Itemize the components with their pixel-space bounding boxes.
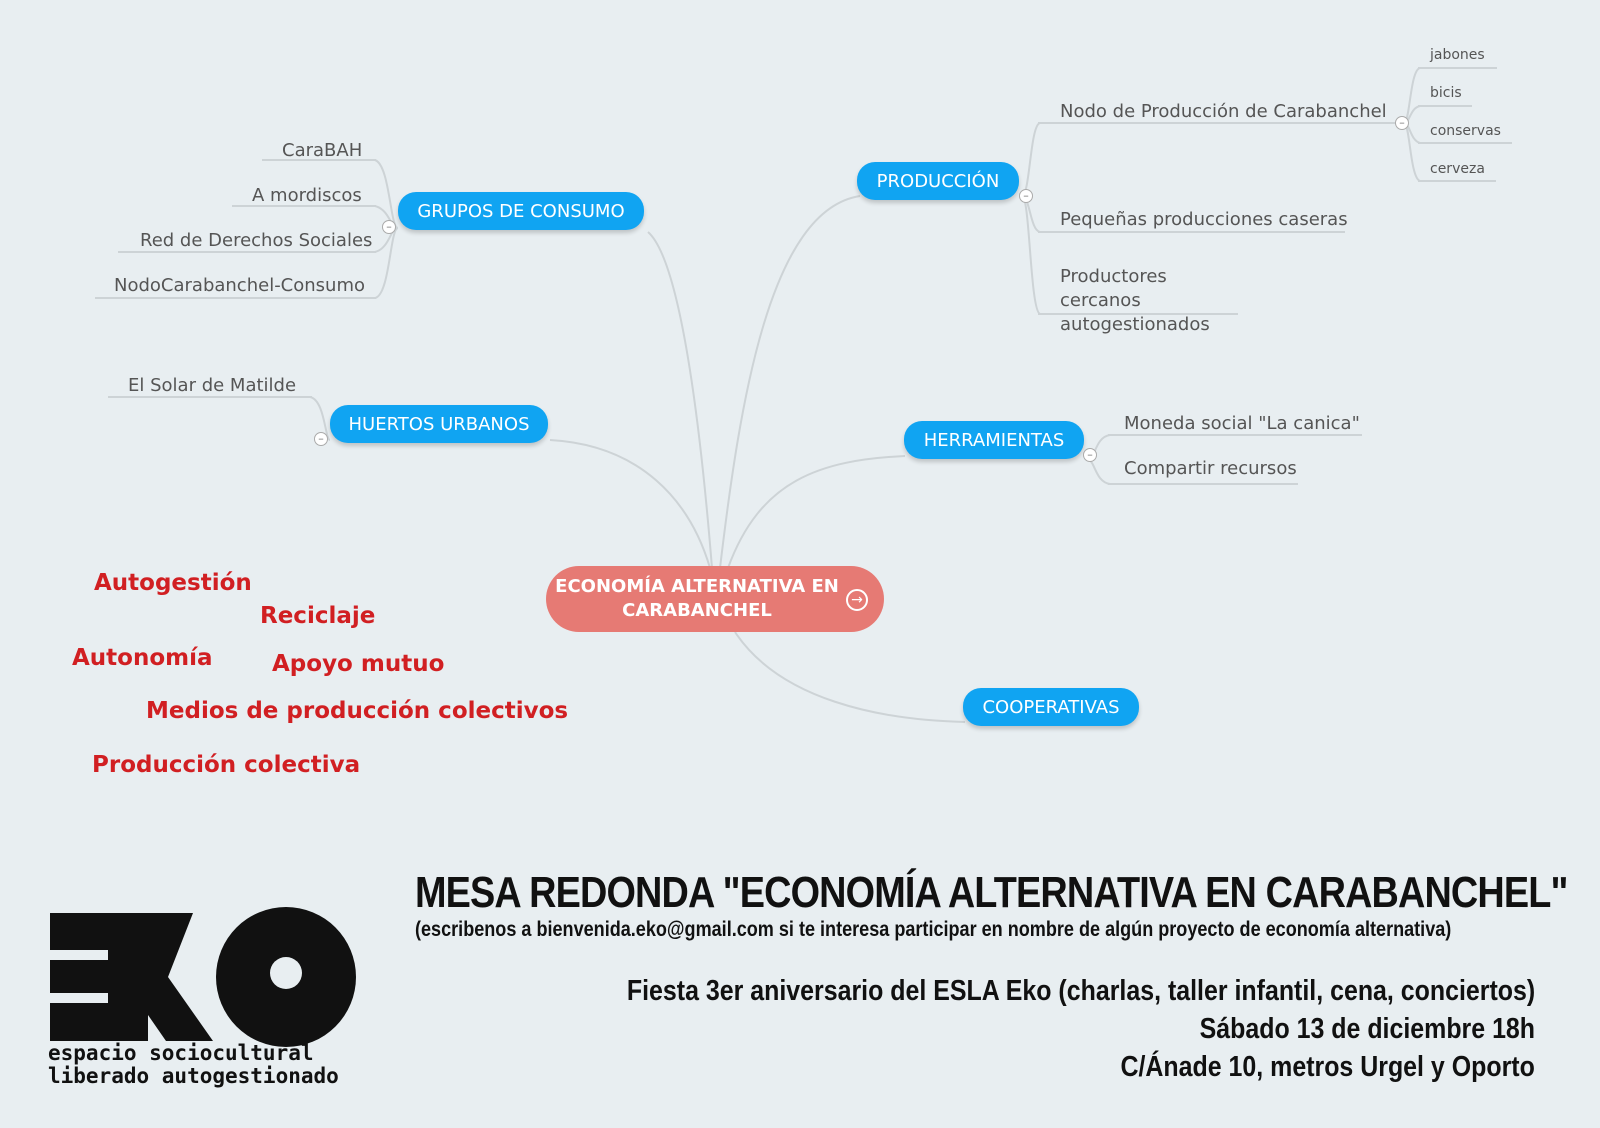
keyword-reciclaje: Reciclaje <box>260 603 376 629</box>
node-cooperativas[interactable] <box>963 688 1139 726</box>
child-solar-de-matilde[interactable]: El Solar de Matilde <box>128 375 297 396</box>
event-date: Sábado 13 de diciembre 18h <box>1199 1013 1535 1045</box>
child-moneda-social[interactable]: Moneda social "La canica" <box>1124 413 1360 434</box>
center-node[interactable] <box>546 566 884 632</box>
node-label: HUERTOS URBANOS <box>348 413 530 435</box>
child-bicis[interactable]: bicis <box>1430 85 1462 101</box>
child-cerveza[interactable]: cerveza <box>1430 161 1485 177</box>
child-carabah[interactable]: CaraBAH <box>282 140 363 161</box>
event-fiesta: Fiesta 3er aniversario del ESLA Eko (charlas, taller infantil, cena, conciertos) <box>626 975 1535 1007</box>
node-label: HERRAMIENTAS <box>923 429 1065 451</box>
node-label: COOPERATIVAS <box>982 696 1120 718</box>
keyword-produccion-colectiva: Producción colectiva <box>92 752 361 778</box>
center-node-label: ECONOMÍA ALTERNATIVA EN CARABANCHEL <box>555 576 839 621</box>
collapse-toggle-icon[interactable]: – <box>314 432 328 446</box>
collapse-toggle-icon[interactable]: – <box>1083 448 1097 462</box>
child-compartir-recursos[interactable]: Compartir recursos <box>1124 458 1297 479</box>
child-red-derechos-sociales[interactable]: Red de Derechos Sociales <box>140 230 373 251</box>
node-huertos-urbanos[interactable] <box>330 405 548 443</box>
node-produccion[interactable] <box>857 162 1019 200</box>
child-a-mordiscos[interactable]: A mordiscos <box>252 185 362 206</box>
collapse-toggle-icon[interactable]: – <box>1019 189 1033 203</box>
child-nodo-produccion[interactable]: Nodo de Producción de Carabanchel <box>1060 101 1387 122</box>
child-conservas[interactable]: conservas <box>1430 123 1501 139</box>
child-nodocarabanchel-consumo[interactable]: NodoCarabanchel-Consumo <box>114 275 366 296</box>
logo-subtitle <box>48 1042 339 1088</box>
node-grupos-de-consumo[interactable] <box>398 192 644 230</box>
keyword-medios-produccion: Medios de producción colectivos <box>146 698 569 724</box>
child-productores-cercanos[interactable]: Productores cercanos autogestionados <box>1060 266 1210 335</box>
arrow-right-icon[interactable]: → <box>846 589 868 611</box>
child-jabones[interactable]: jabones <box>1430 47 1485 63</box>
child-pequenas-producciones[interactable]: Pequeñas producciones caseras <box>1060 209 1348 230</box>
event-address: C/Ánade 10, metros Urgel y Oporto <box>1120 1051 1535 1083</box>
node-label: GRUPOS DE CONSUMO <box>417 200 625 222</box>
keyword-autonomia: Autonomía <box>72 645 213 671</box>
collapse-toggle-icon[interactable]: – <box>382 220 396 234</box>
keyword-apoyo-mutuo: Apoyo mutuo <box>272 651 445 677</box>
logo-subtitle-line1: espacio sociocultural <box>48 1041 314 1065</box>
event-title: MESA REDONDA "ECONOMÍA ALTERNATIVA EN CARABANCHEL" <box>415 868 1568 917</box>
event-subtitle: (escribenos a bienvenida.eko@gmail.com si te interesa participar en nombre de algún proyecto de economía alternativa) <box>415 918 1452 941</box>
collapse-toggle-icon[interactable]: – <box>1395 116 1409 130</box>
keyword-autogestion: Autogestión <box>94 570 252 596</box>
node-label: PRODUCCIÓN <box>876 170 1000 192</box>
logo-subtitle-line2: liberado autogestionado <box>48 1064 339 1088</box>
node-herramientas[interactable] <box>904 421 1084 459</box>
